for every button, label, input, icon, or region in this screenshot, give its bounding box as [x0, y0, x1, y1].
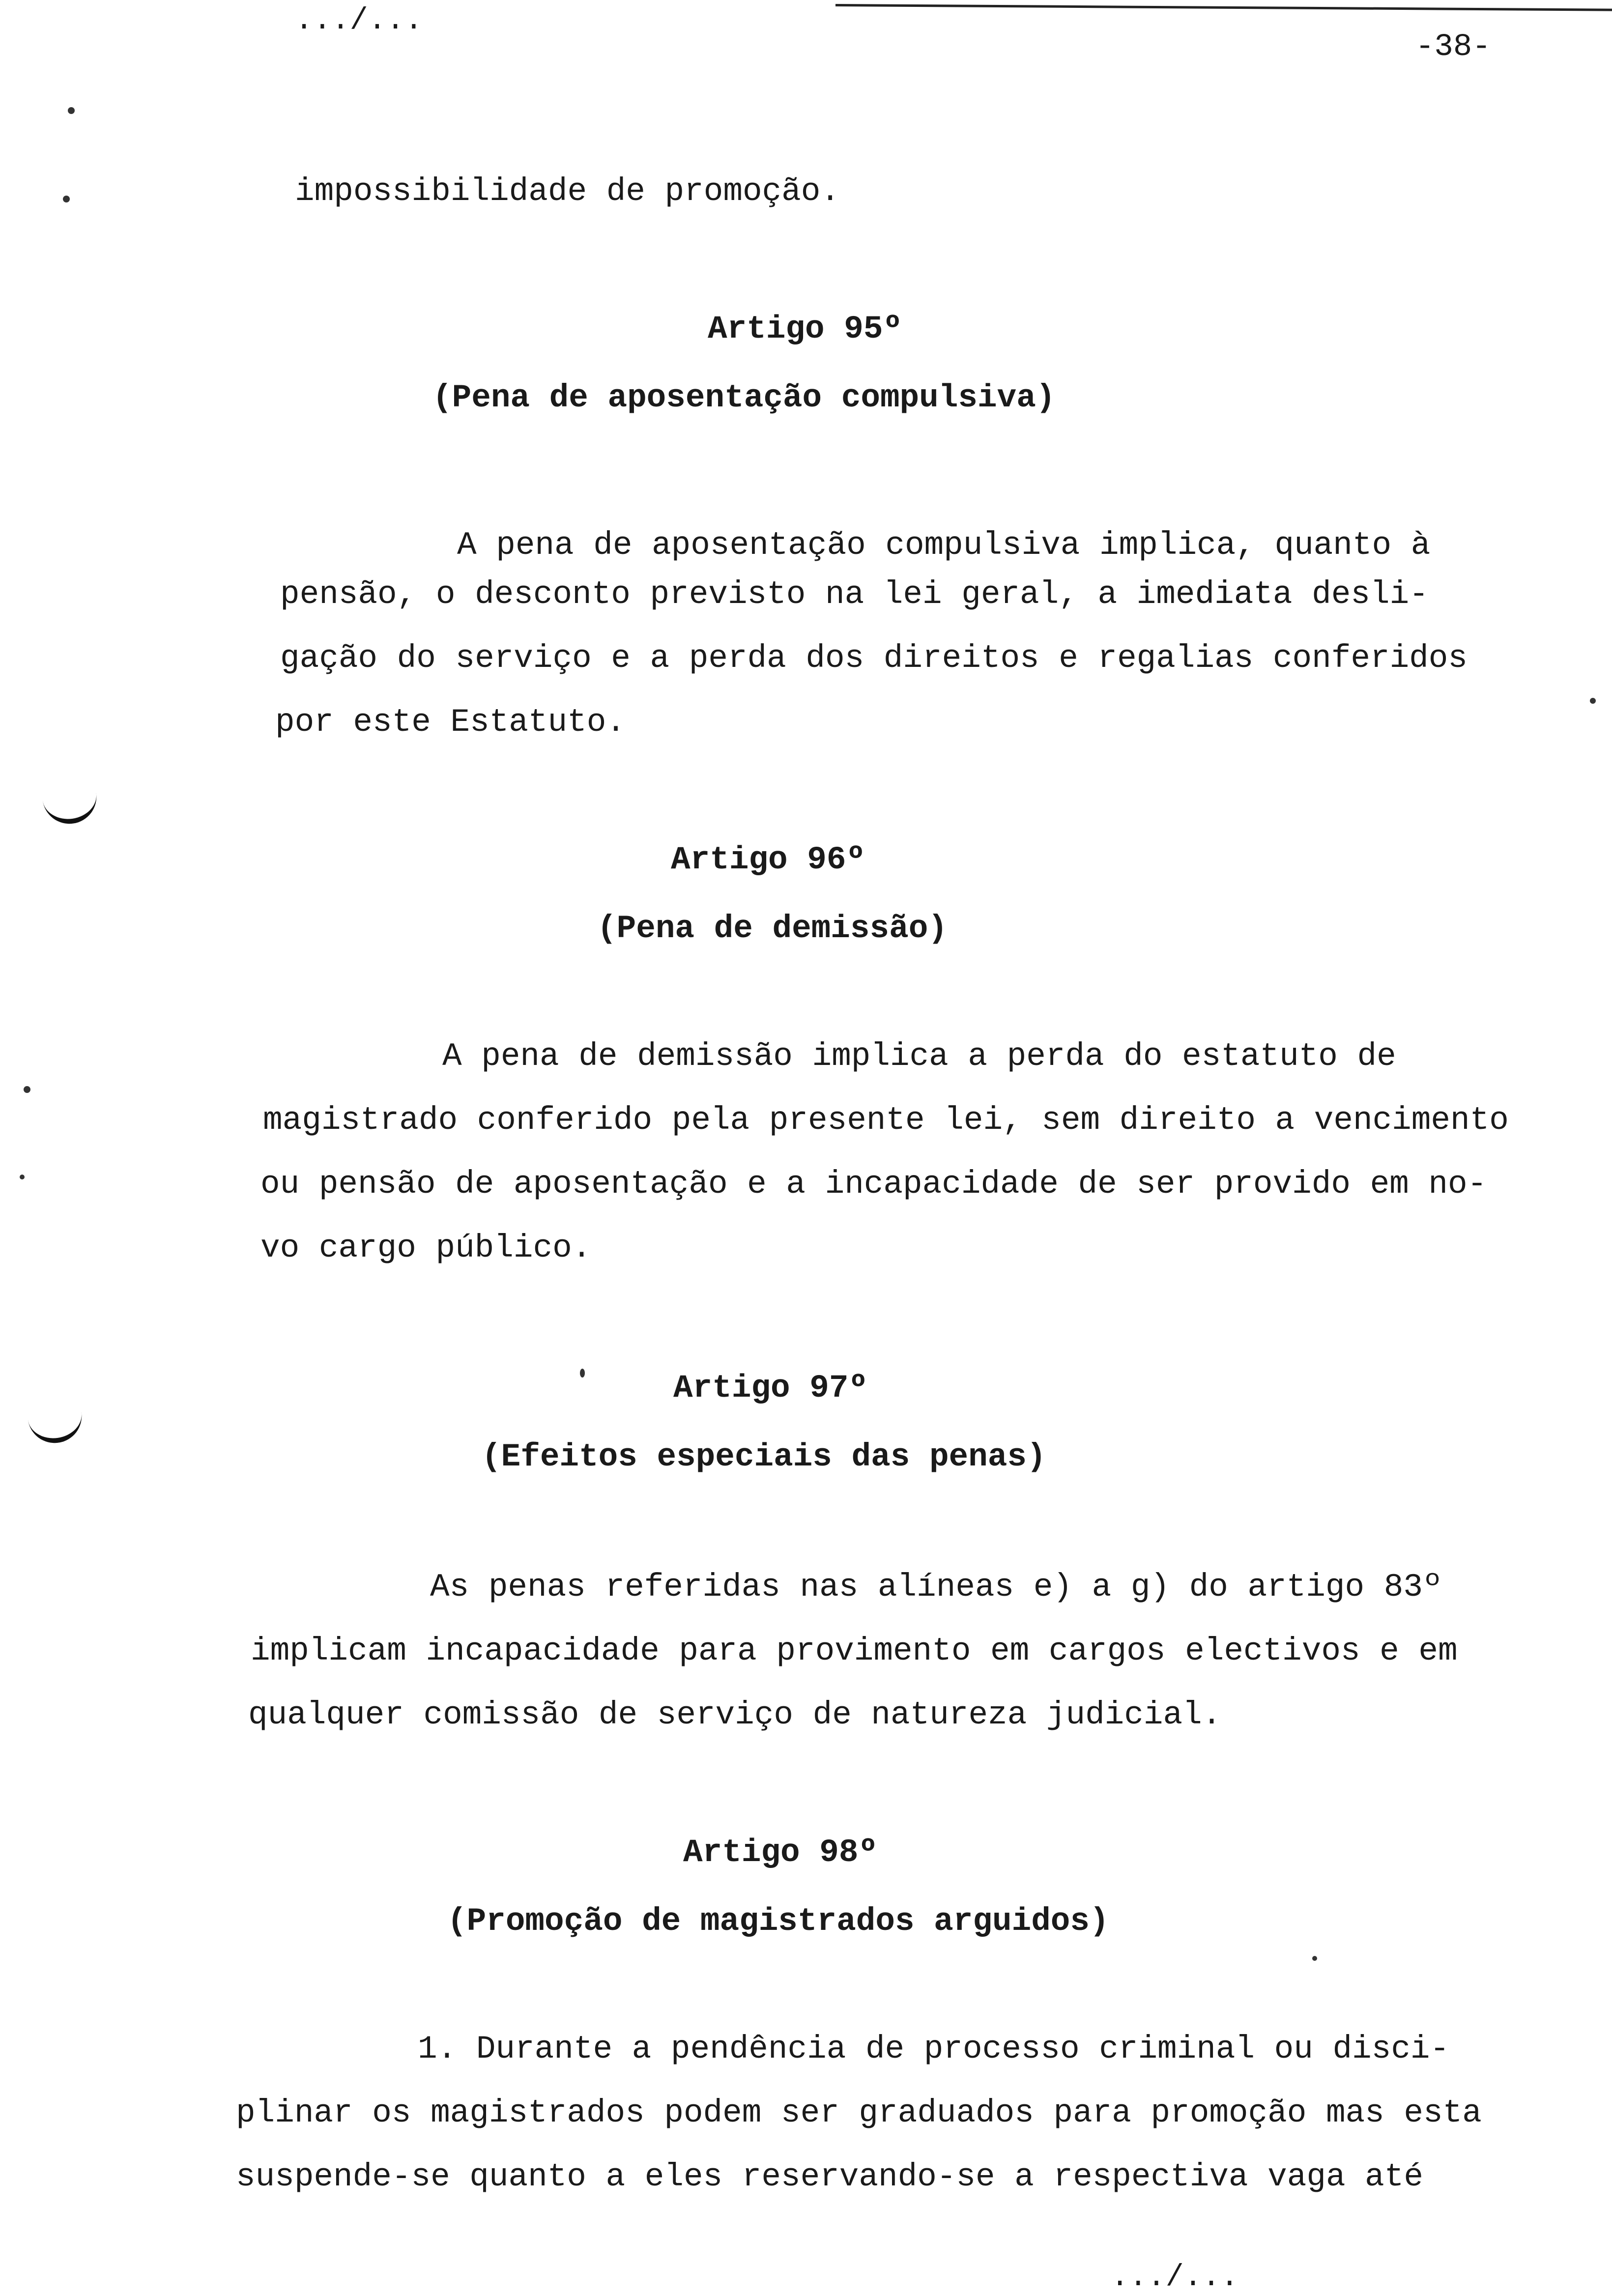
article-number: Artigo 95º	[708, 311, 903, 347]
paragraph-line: pensão, o desconto previsto na lei geral, a imediata desli-	[280, 576, 1429, 613]
paragraph-line: plinar os magistrados podem ser graduados para promoção mas esta	[236, 2095, 1482, 2131]
intro-line: impossibilidade de promoção.	[295, 173, 840, 210]
paragraph-line: vo cargo público.	[260, 1230, 592, 1266]
paragraph-line: qualquer comissão de serviço de natureza judicial.	[248, 1696, 1222, 1733]
scan-speck	[63, 196, 70, 202]
continuation-mark-bottom: .../...	[1111, 2260, 1239, 2295]
article-title: (Promoção de magistrados arguidos)	[447, 1903, 1109, 1940]
article-number: Artigo 97º	[673, 1370, 868, 1406]
paragraph-line: As penas referidas nas alíneas e) a g) do artigo 83º	[430, 1569, 1442, 1606]
article-title: (Pena de aposentação compulsiva)	[432, 379, 1056, 416]
paragraph-line: 1. Durante a pendência de processo criminal ou disci-	[418, 2031, 1450, 2067]
paragraph-line: gação do serviço e a perda dos direitos e regalias conferidos	[280, 640, 1468, 677]
paragraph-line: por este Estatuto.	[275, 704, 626, 741]
scan-mark	[43, 793, 100, 828]
top-rule	[835, 4, 1612, 11]
scan-speck	[580, 1369, 585, 1378]
scan-speck	[20, 1175, 25, 1179]
scan-speck	[1590, 698, 1596, 704]
paragraph-line: A pena de demissão implica a perda do estatuto de	[442, 1038, 1396, 1075]
page-number: -38-	[1415, 29, 1491, 65]
article-number: Artigo 96º	[671, 841, 866, 878]
scan-mark	[28, 1412, 86, 1447]
scan-speck	[1312, 1956, 1317, 1961]
paragraph-line: ou pensão de aposentação e a incapacidade de ser provido em no-	[260, 1166, 1487, 1203]
article-title: (Efeitos especiais das penas)	[482, 1438, 1046, 1475]
paragraph-line: A pena de aposentação compulsiva implica, quanto à	[457, 527, 1431, 564]
paragraph-line: implicam incapacidade para provimento em cargos electivos e em	[251, 1633, 1458, 1669]
paragraph-line: magistrado conferido pela presente lei, sem direito a vencimento	[263, 1102, 1509, 1139]
paragraph-line: suspende-se quanto a eles reservando-se a respectiva vaga até	[236, 2158, 1423, 2195]
article-number: Artigo 98º	[683, 1834, 878, 1871]
scan-speck	[68, 107, 75, 114]
scan-speck	[24, 1086, 30, 1093]
article-title: (Pena de demissão)	[597, 910, 948, 947]
continuation-mark-top: .../...	[295, 3, 423, 38]
